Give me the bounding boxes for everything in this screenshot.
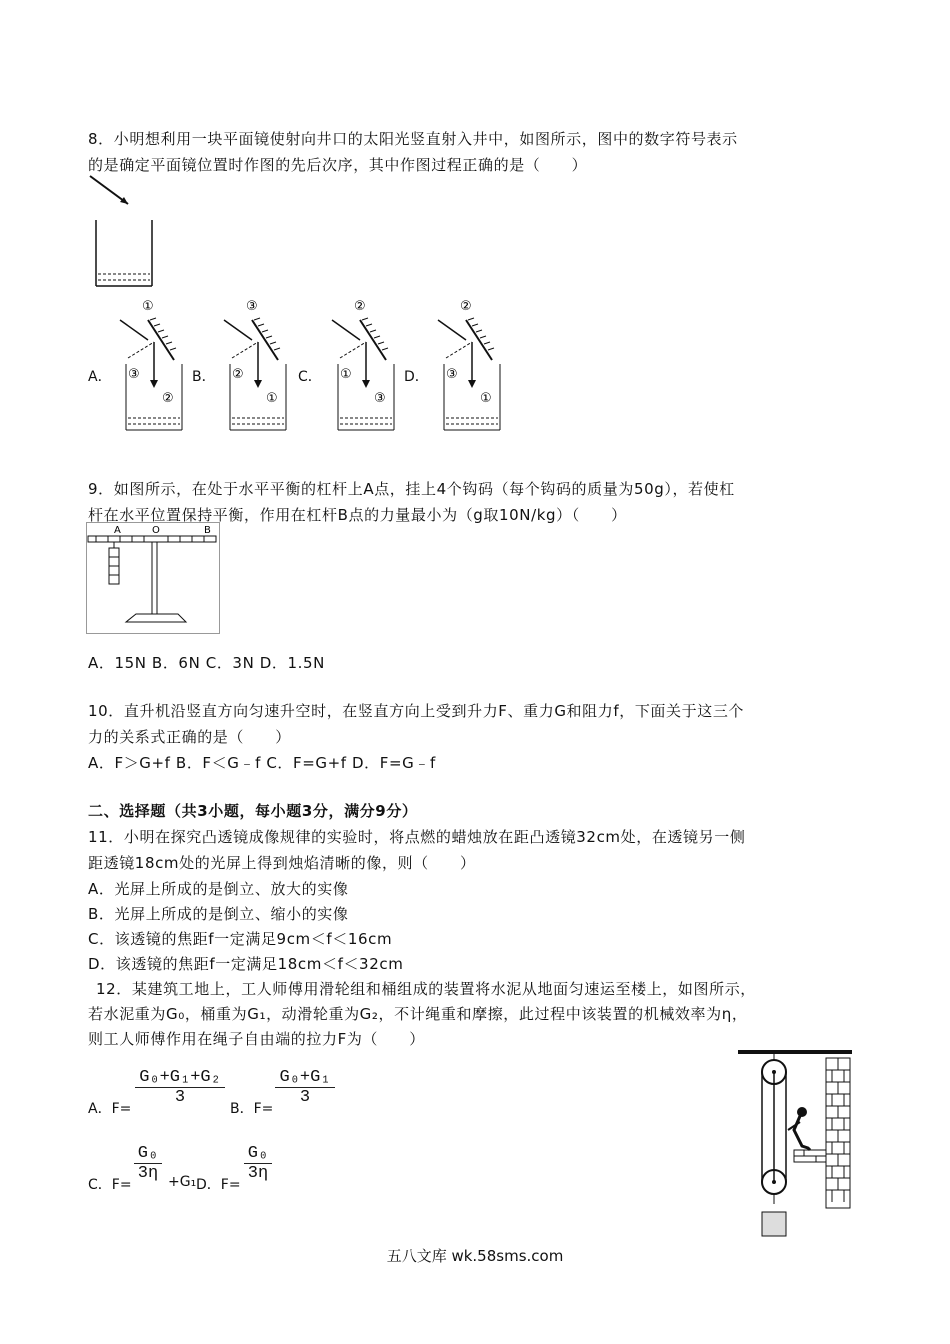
q12-text-line1: 12．某建筑工地上，工人师傅用滑轮组和桶组成的装置将水泥从地面匀速运至楼上，如图所示， bbox=[96, 980, 756, 998]
mirror-diagram bbox=[436, 298, 506, 436]
q9-text-line2: 杆在水平位置保持平衡，作用在杠杆B点的力量最小为（g取10N/kg）（ ） bbox=[88, 506, 627, 524]
option-label: D．F= bbox=[196, 1177, 241, 1193]
q11-text-line1: 11．小明在探究凸透镜成像规律的实验时，将点燃的蜡烛放在距凸透镜32cm处，在透镜另一侧 bbox=[88, 828, 746, 846]
fraction bbox=[238, 1144, 278, 1183]
step-number: ① bbox=[340, 367, 352, 382]
step-number: ③ bbox=[246, 299, 258, 314]
q10-text-line1: 10．直升机沿竖直方向匀速升空时，在竖直方向上受到升力F、重力G和阻力f，下面关于这三个 bbox=[88, 702, 745, 720]
step-number: ② bbox=[354, 299, 366, 314]
section-heading: 二、选择题（共3小题，每小题3分，满分9分） bbox=[88, 802, 418, 820]
option-label: B．F= bbox=[230, 1101, 274, 1117]
q8-well-figure bbox=[86, 172, 166, 290]
footer-watermark: 五八文库 wk.58sms.com bbox=[386, 1247, 564, 1265]
fraction-denominator: 3 bbox=[299, 1088, 311, 1107]
step-number: ① bbox=[480, 391, 492, 406]
step-number: ② bbox=[460, 299, 472, 314]
q12-text-line3: 则工人师傅作用在绳子自由端的拉力F为（ ） bbox=[88, 1030, 425, 1048]
step-number: ① bbox=[266, 391, 278, 406]
fraction bbox=[132, 1068, 228, 1107]
fraction bbox=[272, 1068, 338, 1107]
q9-lever-figure bbox=[86, 522, 220, 634]
option-label: B． bbox=[192, 369, 216, 385]
q12-pulley-figure bbox=[738, 1048, 854, 1244]
step-number: ③ bbox=[446, 367, 458, 382]
fraction-denominator: 3 bbox=[174, 1088, 186, 1107]
step-number: ① bbox=[142, 299, 154, 314]
option-label: D． bbox=[404, 369, 429, 385]
fraction-denominator: 3η bbox=[247, 1164, 269, 1183]
q11-text-line2: 距透镜18cm处的光屏上得到烛焰清晰的像，则（ ） bbox=[88, 854, 476, 872]
fraction-numerator: G₀ bbox=[244, 1144, 272, 1164]
lever-point-o: O bbox=[152, 525, 160, 536]
q8-text-line1: 8．小明想利用一块平面镜使射向井口的太阳光竖直射入井中，如图所示，图中的数字符号表示 bbox=[88, 130, 738, 148]
mirror-diagram bbox=[118, 298, 188, 436]
q10-text-line2: 力的关系式正确的是（ ） bbox=[88, 728, 291, 746]
q9-answers[interactable]: A．15N B．6N C．3N D．1.5N bbox=[88, 654, 325, 672]
mirror-diagram bbox=[222, 298, 292, 436]
option-tail: +G₁ bbox=[168, 1174, 197, 1190]
mirror-diagram bbox=[330, 298, 400, 436]
option-label: A．F= bbox=[88, 1101, 132, 1117]
q11-option-d[interactable]: D．该透镜的焦距f一定满足18cm＜f＜32cm bbox=[88, 955, 404, 973]
step-number: ③ bbox=[374, 391, 386, 406]
q12-text-line2: 若水泥重为G₀，桶重为G₁，动滑轮重为G₂，不计绳重和摩擦，此过程中该装置的机械效率为η， bbox=[88, 1005, 748, 1023]
q11-option-a[interactable]: A．光屏上所成的是倒立、放大的实像 bbox=[88, 880, 349, 898]
q10-answers[interactable]: A．F＞G+f B．F＜G﹣f C．F=G+f D．F=G﹣f bbox=[88, 754, 436, 772]
fraction-denominator: 3η bbox=[137, 1164, 159, 1183]
option-label: C． bbox=[298, 369, 322, 385]
step-number: ③ bbox=[128, 367, 140, 382]
q11-option-c[interactable]: C．该透镜的焦距f一定满足9cm＜f＜16cm bbox=[88, 930, 393, 948]
lever-point-b: B bbox=[204, 525, 211, 536]
lever-point-a: A bbox=[114, 525, 121, 536]
fraction-numerator: G₀+G₁+G₂ bbox=[135, 1068, 225, 1088]
option-label: A． bbox=[88, 369, 112, 385]
q11-option-b[interactable]: B．光屏上所成的是倒立、缩小的实像 bbox=[88, 905, 349, 923]
fraction-numerator: G₀ bbox=[134, 1144, 162, 1164]
fraction bbox=[128, 1144, 168, 1183]
option-label: C．F= bbox=[88, 1177, 132, 1193]
step-number: ② bbox=[232, 367, 244, 382]
fraction-numerator: G₀+G₁ bbox=[275, 1068, 334, 1088]
step-number: ② bbox=[162, 391, 174, 406]
q8-text-line2: 的是确定平面镜位置时作图的先后次序，其中作图过程正确的是（ ） bbox=[88, 156, 588, 174]
q9-text-line1: 9．如图所示，在处于水平平衡的杠杆上A点，挂上4个钩码（每个钩码的质量为50g），若使杠 bbox=[88, 480, 735, 498]
